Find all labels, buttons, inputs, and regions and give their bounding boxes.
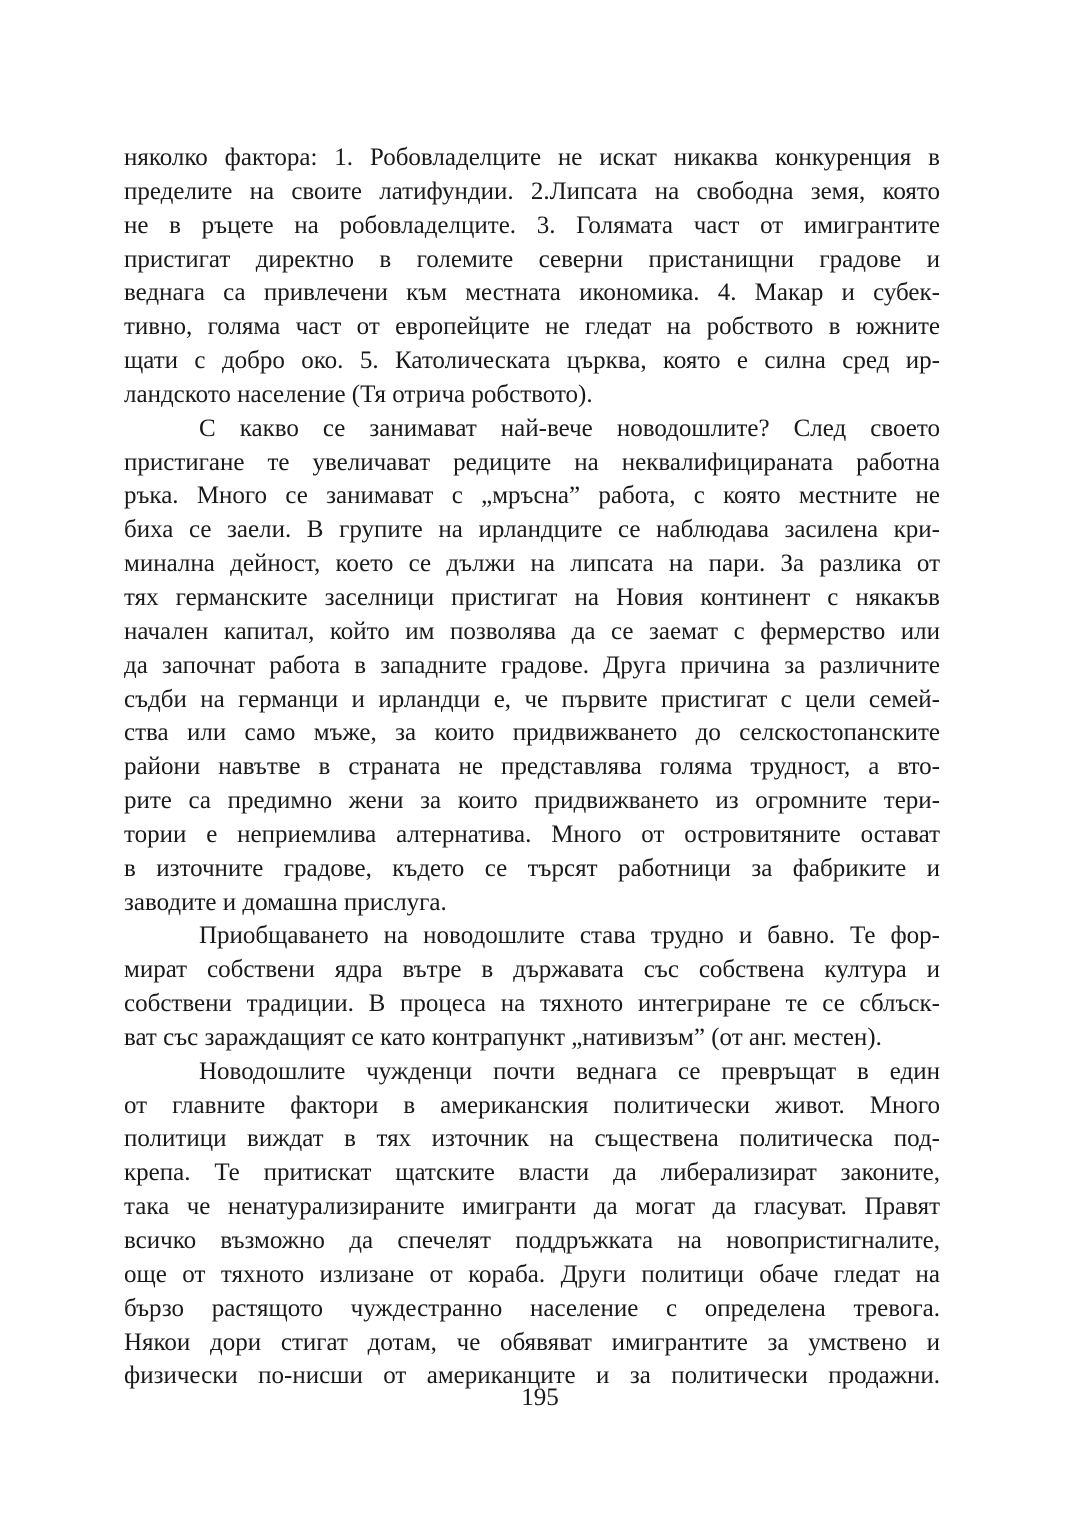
text-line: биха се заели. В групите на ирландците се наблюдава засилена кри- (124, 516, 940, 544)
text-line: рите са предимно жени за които придвижването из огромните тери- (124, 787, 940, 815)
text-line: пристигане те увеличават редиците на неквалифицираната работна (124, 448, 940, 476)
text-line: бързо растящото чуждестранно население с определена тревога. (124, 1294, 940, 1322)
text-line: райони навътве в страната не представлява голяма трудност, а вто- (124, 753, 940, 781)
text-line: физически по-нисши от американците и за политически продажни. (124, 1362, 940, 1390)
text-line: да започнат работа в западните градове. Друга причина за различните (124, 651, 940, 679)
text-line: веднага са привлечени към местната икономика. 4. Макар и субек- (124, 279, 940, 307)
paragraph (124, 919, 940, 1054)
page-number: 195 (521, 1384, 559, 1411)
paragraph (124, 141, 940, 412)
text-line: няколко фактора: 1. Робовладелците не искат никаква конкуренция в (124, 144, 940, 171)
text-line: щати с добро око. 5. Католическата църква, която е силна сред ир- (124, 347, 940, 375)
text-line: не в ръцете на робовладелците. 3. Голямата част от имигрантите (124, 211, 940, 239)
text-line: пристигат директно в големите северни пристанищни градове и (124, 245, 940, 273)
text-line: крепа. Те притискат щатските власти да либерализират законите, (124, 1159, 940, 1187)
paragraph (124, 412, 940, 920)
text-line: още от тяхното излизане от кораба. Други политици обаче гледат на (124, 1260, 940, 1288)
text-line: собствени традиции. В процеса на тяхното интегриране те се сблъск- (124, 990, 940, 1018)
text-line: съдби на германци и ирландци е, че първите пристигат с цели семей- (124, 685, 940, 713)
text-line: заводите и домашна прислуга. (124, 888, 447, 916)
paragraph (124, 1055, 940, 1393)
text-line: ландското население (Тя отрича робството). (124, 380, 593, 408)
text-line: Някои дори стигат дотам, че обявяват имигрантите за умствено и (124, 1328, 940, 1356)
body-text (124, 141, 940, 1393)
text-line: тивно, голяма част от европейците не гледат на робството в южните (124, 313, 940, 341)
text-line: в източните градове, където се търсят работници за фабриките и (124, 854, 940, 882)
text-line: ръка. Много се занимават с „мръсна” работа, с която местните не (124, 482, 940, 510)
text-line: начален капитал, който им позволява да се заемат с фермерство или (124, 617, 940, 645)
text-line: Новодошлите чужденци почти веднага се превръщат в един (199, 1057, 940, 1085)
text-line: тях германските заселници пристигат на Новия континент с някакъв (124, 583, 940, 611)
text-line: пределите на своите латифундии. 2.Липсата на свободна земя, която (124, 177, 940, 205)
text-line: така че ненатурализираните имигранти да могат да гласуват. Правят (124, 1193, 940, 1221)
text-line: мират собствени ядра вътре в държавата със собствена култура и (124, 956, 940, 984)
text-line: всичко възможно да спечелят поддръжката на новопристигналите, (124, 1227, 940, 1254)
text-line: ства или само мъже, за които придвижването до селскостопанските (124, 719, 940, 747)
text-line: С какво се занимават най-вече новодошлите? След своето (199, 414, 940, 442)
text-line: минална дейност, което се дължи на липсата на пари. За разлика от (124, 550, 940, 578)
text-line: тории е неприемлива алтернатива. Много от островитяните остават (124, 820, 940, 848)
text-line: от главните фактори в американския политически живот. Много (124, 1091, 940, 1119)
text-line: Приобщаването на новодошлите става трудно и бавно. Те фор- (199, 922, 940, 950)
text-line: политици виждат в тях източник на съществена политическа под- (124, 1125, 940, 1153)
text-line: ват със зараждащият се като контрапункт „нативизъм” (от анг. местен). (124, 1023, 882, 1051)
